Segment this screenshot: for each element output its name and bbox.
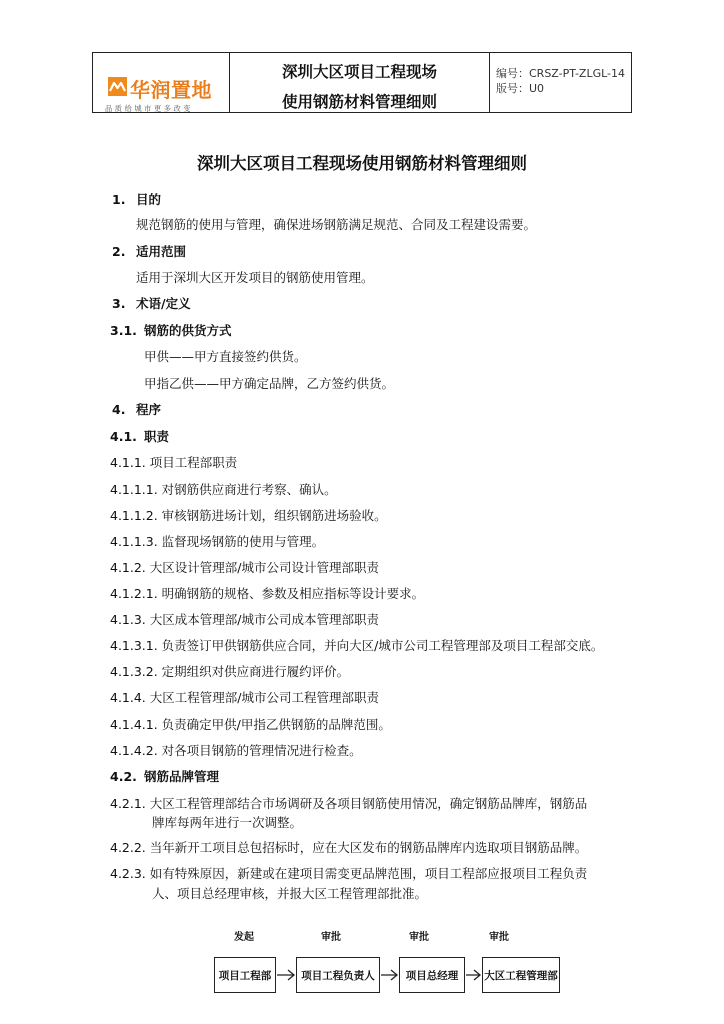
flow-box-project-gm: 项目总经理 — [399, 957, 465, 993]
header-title-line-2: 使用钢筋材料管理细则 — [281, 93, 437, 111]
section-number: 3.1. — [110, 323, 137, 338]
section-title: 钢筋品牌管理 — [144, 769, 220, 784]
section-title: 职责 — [144, 429, 170, 444]
flow-arrow-icon — [465, 968, 482, 982]
section-number: 2. — [112, 244, 126, 259]
company-slogan: 品质给城市更多改变 — [105, 104, 194, 113]
clause-4-1-4: 4.1.4. 大区工程管理部/城市公司工程管理部职责 — [110, 690, 379, 705]
section-4-1-heading — [110, 427, 169, 445]
flow-box-regional-engineering-dept: 大区工程管理部 — [482, 957, 560, 993]
clause-4-2-1: 4.2.1. 大区工程管理部结合市场调研及各项目钢筋使用情况，确定钢筋品牌库，钢筋品 — [110, 796, 588, 811]
section-1-body: 规范钢筋的使用与管理，确保进场钢筋满足规范、合同及工程建设需要。 — [136, 217, 537, 232]
header-meta-cell — [490, 53, 631, 112]
clause-4-1-1-1: 4.1.1.1. 对钢筋供应商进行考察、确认。 — [110, 482, 337, 497]
clause-4-1-3: 4.1.3. 大区成本管理部/城市公司成本管理部职责 — [110, 612, 379, 627]
section-1-heading — [112, 190, 161, 208]
section-3-1-heading — [110, 321, 232, 339]
clause-4-2-3-cont: 人、项目总经理审核，并报大区工程管理部批准。 — [152, 886, 428, 901]
document-title: 深圳大区项目工程现场使用钢筋材料管理细则 — [197, 154, 527, 173]
document-header — [92, 52, 632, 113]
flow-arrow-icon — [276, 968, 296, 982]
section-number: 4.2. — [110, 769, 137, 784]
clause-4-1-1-3: 4.1.1.3. 监督现场钢筋的使用与管理。 — [110, 534, 325, 549]
flow-box-project-engineering-dept: 项目工程部 — [214, 957, 276, 993]
clause-4-1-3-1: 4.1.3.1. 负责签订甲供钢筋供应合同，并向大区/城市公司工程管理部及项目工程部交底。 — [110, 638, 604, 653]
company-name: 华润置地 — [130, 78, 212, 102]
header-title-cell — [230, 53, 490, 112]
flow-arrow-icon — [380, 968, 399, 982]
clause-4-1-4-2: 4.1.4.2. 对各项目钢筋的管理情况进行检查。 — [110, 743, 362, 758]
clause-4-2-3: 4.2.3. 如有特殊原因，新建或在建项目需变更品牌范围，项目工程部应报项目工程负责 — [110, 866, 588, 881]
section-2-body: 适用于深圳大区开发项目的钢筋使用管理。 — [136, 270, 374, 285]
document-version: 版号：U0 — [496, 82, 545, 95]
supply-mode-a: 甲供——甲方直接签约供货。 — [144, 349, 307, 364]
clause-4-1-1-2: 4.1.1.2. 审核钢筋进场计划，组织钢筋进场验收。 — [110, 508, 387, 523]
section-number: 4.1. — [110, 429, 137, 444]
flow-label-initiate: 发起 — [234, 932, 254, 943]
clause-4-1-2: 4.1.2. 大区设计管理部/城市公司设计管理部职责 — [110, 560, 379, 575]
flow-box-project-engineering-lead: 项目工程负责人 — [296, 957, 380, 993]
section-title: 程序 — [136, 402, 162, 417]
clause-4-1-1: 4.1.1. 项目工程部职责 — [110, 455, 238, 470]
clause-4-1-4-1: 4.1.4.1. 负责确定甲供/甲指乙供钢筋的品牌范围。 — [110, 717, 391, 732]
section-title: 钢筋的供货方式 — [144, 323, 232, 338]
section-4-2-heading — [110, 767, 219, 785]
supply-mode-b: 甲指乙供——甲方确定品牌，乙方签约供货。 — [144, 376, 395, 391]
logo-cell — [93, 53, 230, 112]
flow-label-approve-1: 审批 — [321, 932, 341, 943]
section-number: 3. — [112, 296, 126, 311]
section-3-heading — [112, 294, 191, 312]
header-title-line-1: 深圳大区项目工程现场 — [281, 63, 437, 81]
section-number: 4. — [112, 402, 126, 417]
flow-label-approve-3: 审批 — [489, 932, 509, 943]
section-title: 术语/定义 — [136, 296, 191, 311]
flow-label-approve-2: 审批 — [409, 932, 429, 943]
clause-4-2-1-cont: 牌库每两年进行一次调整。 — [152, 815, 303, 830]
section-2-heading — [112, 242, 186, 260]
section-4-heading — [112, 400, 161, 418]
section-title: 目的 — [136, 192, 162, 207]
section-number: 1. — [112, 192, 126, 207]
clause-4-2-2: 4.2.2. 当年新开工项目总包招标时，应在大区发布的钢筋品牌库内选取项目钢筋品牌。 — [110, 840, 588, 855]
clause-4-1-2-1: 4.1.2.1. 明确钢筋的规格、参数及相应指标等设计要求。 — [110, 586, 425, 601]
company-logo-icon — [108, 77, 127, 96]
clause-4-1-3-2: 4.1.3.2. 定期组织对供应商进行履约评价。 — [110, 664, 350, 679]
document-code: 编号：CRSZ-PT-ZLGL-14 — [496, 67, 626, 80]
section-title: 适用范围 — [136, 244, 187, 259]
